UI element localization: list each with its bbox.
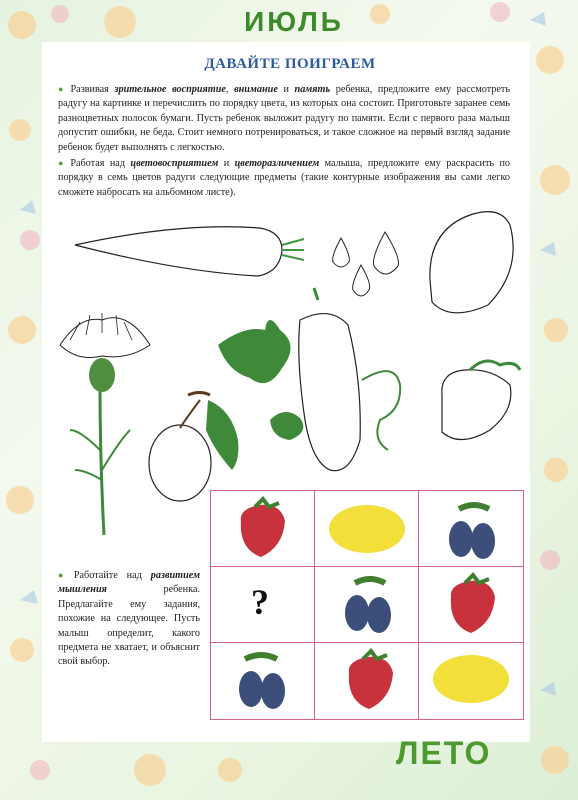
grid-cell-plums [315, 567, 419, 643]
month-heading: ИЮЛЬ [244, 6, 344, 37]
cucumber-outline [299, 314, 360, 471]
odd-one-grid [210, 490, 524, 720]
strawberry-icon [211, 491, 315, 567]
grid-cell-lemon [419, 643, 523, 719]
bullet-icon: ● [58, 158, 67, 168]
grid-cell-strawberry [419, 567, 523, 643]
carrot-outline [75, 227, 282, 276]
drop-outline-2 [373, 232, 398, 274]
plum-outline [149, 425, 211, 501]
strawberry-outline [442, 370, 511, 440]
paragraph-color: ● Работая над цветовосприятием и цветоразличением малыша, предложите ему раскрасить по порядку в семь цветов радуги следующие предметы (такие контурные изображения вы сами легко сможете набросать на альбомном листе). [58, 158, 511, 198]
grid-cell-question [211, 567, 315, 643]
grape-leaf [218, 320, 291, 383]
plums-icon [211, 643, 315, 719]
grid-cell-strawberry [211, 491, 315, 567]
season-footer: ЛЕТО [396, 735, 492, 771]
bullet-icon: ● [58, 84, 67, 94]
lemon-icon [419, 643, 523, 719]
paragraph-memory: ● Развивая зрительное восприятие, внимание и память ребенка, предложите ему рассмотреть радугу на картинке и перечислить по порядку цвета, из которых она состоит. Приготовьте заранее семь разноцветных полосок бумаги. Пусть ребенок выложит радугу по памяти. Если с первого раза малыш допустит ошибки, не беда. Стоит немного потренироваться, и такое сложное на первый взгляд задание ребенок будет выполнять с легкостью. [58, 84, 511, 153]
grid-cell-plums [211, 643, 315, 719]
strawberry-icon [315, 643, 419, 719]
grid-cell-plums [419, 491, 523, 567]
cornflower-drawing [60, 313, 150, 535]
drop-outline-3 [353, 265, 370, 296]
small-leaf [270, 412, 303, 440]
strawberry-icon [419, 567, 523, 643]
plums-icon [419, 491, 523, 567]
plums-icon [315, 567, 419, 643]
grid-cell-lemon [315, 491, 419, 567]
paragraph-thinking: ● Работайте над развитием мышления ребенка. Предлагайте ему задания, похожие на следующее. Пусть малыш определит, какого предмета не хватает, и объяснит свой выбор. [58, 570, 201, 668]
page-title: ДАВАЙТЕ ПОИГРАЕМ [204, 56, 376, 72]
lemon-icon [315, 491, 419, 567]
bullet-icon: ● [58, 570, 70, 580]
drop-outline-1 [333, 238, 350, 267]
question-mark: ? [251, 582, 269, 622]
lemon-outline [430, 212, 513, 313]
grid-cell-strawberry [315, 643, 419, 719]
